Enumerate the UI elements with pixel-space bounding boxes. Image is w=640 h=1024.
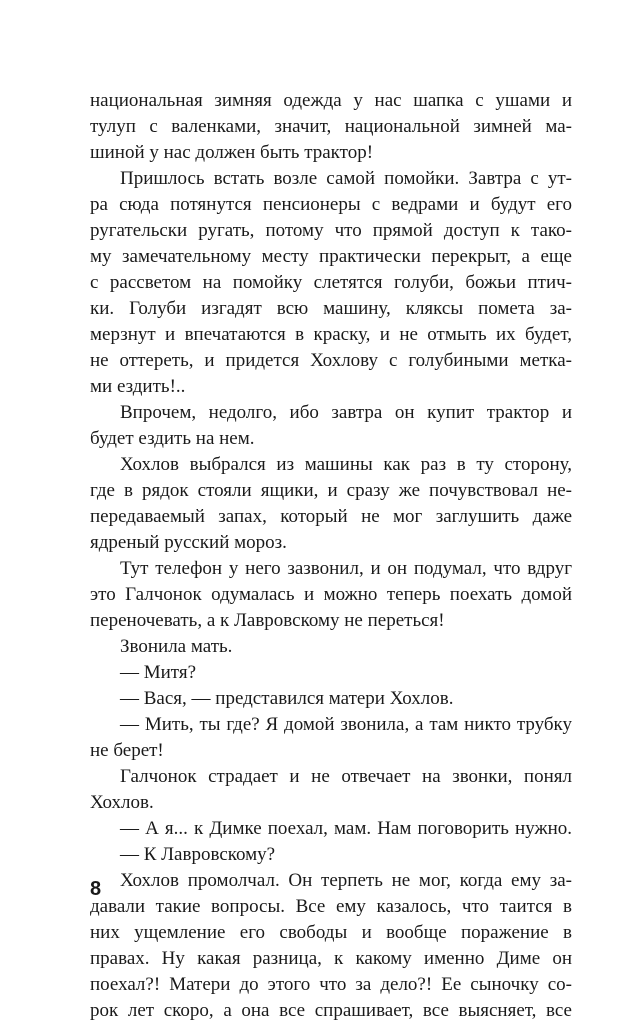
text-line: не берет!	[90, 740, 164, 761]
text-line: Тут телефон у него зазвонил, и он подумал, что вдруг	[120, 558, 572, 579]
text-line: Впрочем, недолго, ибо завтра он купит трактор и	[120, 402, 572, 423]
text-line: му замечательному месту практически перекрыт, а еще	[90, 246, 572, 267]
text-line: где в рядок стояли ящики, и сразу же почувствовал не-	[90, 480, 572, 501]
text-line: будет ездить на нем.	[90, 428, 255, 449]
text-line: правах. Ну какая разница, к какому именно Диме он	[90, 948, 572, 969]
text-line: — Митя?	[120, 662, 197, 683]
text-line: — А я... к Димке поехал, мам. Нам поговорить нужно.	[120, 818, 572, 839]
text-line: ки. Голуби изгадят всю машину, кляксы помета за-	[90, 298, 572, 319]
text-line: — Мить, ты где? Я домой звонила, а там никто трубку	[120, 714, 572, 735]
text-line: тулуп с валенками, значит, национальной зимней ма-	[90, 116, 572, 137]
text-line: Галчонок страдает и не отвечает на звонки, понял	[120, 766, 572, 787]
text-line: давали такие вопросы. Все ему казалось, что таится в	[90, 896, 572, 917]
text-line: это Галчонок одумалась и можно теперь поехать домой	[90, 584, 572, 605]
text-line: поехал?! Матери до этого что за дело?! Ее сыночку со-	[90, 974, 572, 995]
text-line: ра сюда потянутся пенсионеры с ведрами и будут его	[90, 194, 572, 215]
page-number: 8	[90, 878, 102, 900]
text-line: мерзнут и впечатаются в краску, и не отмыть их будет,	[90, 324, 572, 345]
text-line: ми ездить!..	[90, 376, 186, 397]
text-line: переночевать, а к Лавровскому не переться!	[90, 610, 445, 631]
text-line: Хохлов.	[90, 792, 154, 813]
text-line: Хохлов выбрался из машины как раз в ту сторону,	[120, 454, 572, 475]
text-line: — Вася, — представился матери Хохлов.	[120, 688, 454, 709]
text-line: с рассветом на помойку слетятся голуби, божьи птич-	[90, 272, 572, 293]
text-line: национальная зимняя одежда у нас шапка с ушами и	[90, 90, 572, 111]
text-line: Хохлов промолчал. Он терпеть не мог, когда ему за-	[120, 870, 572, 891]
text-line: рок лет скоро, а она все спрашивает, все выясняет, все	[90, 1000, 572, 1021]
text-line: Звонила мать.	[120, 636, 233, 657]
text-line: них ущемление его свободы и вообще поражение в	[90, 922, 572, 943]
text-line: — К Лавровскому?	[120, 844, 276, 865]
body-text	[90, 88, 572, 1024]
text-line: ругательски ругать, потому что прямой доступ к тако-	[90, 220, 572, 241]
text-line: передаваемый запах, который не мог заглушить даже	[90, 506, 572, 527]
text-line: Пришлось встать возле самой помойки. Завтра с ут-	[120, 168, 572, 189]
text-line: шиной у нас должен быть трактор!	[90, 142, 374, 163]
text-line: не оттереть, и придется Хохлову с голубиными метка-	[90, 350, 572, 371]
text-line: ядреный русский мороз.	[90, 532, 287, 553]
